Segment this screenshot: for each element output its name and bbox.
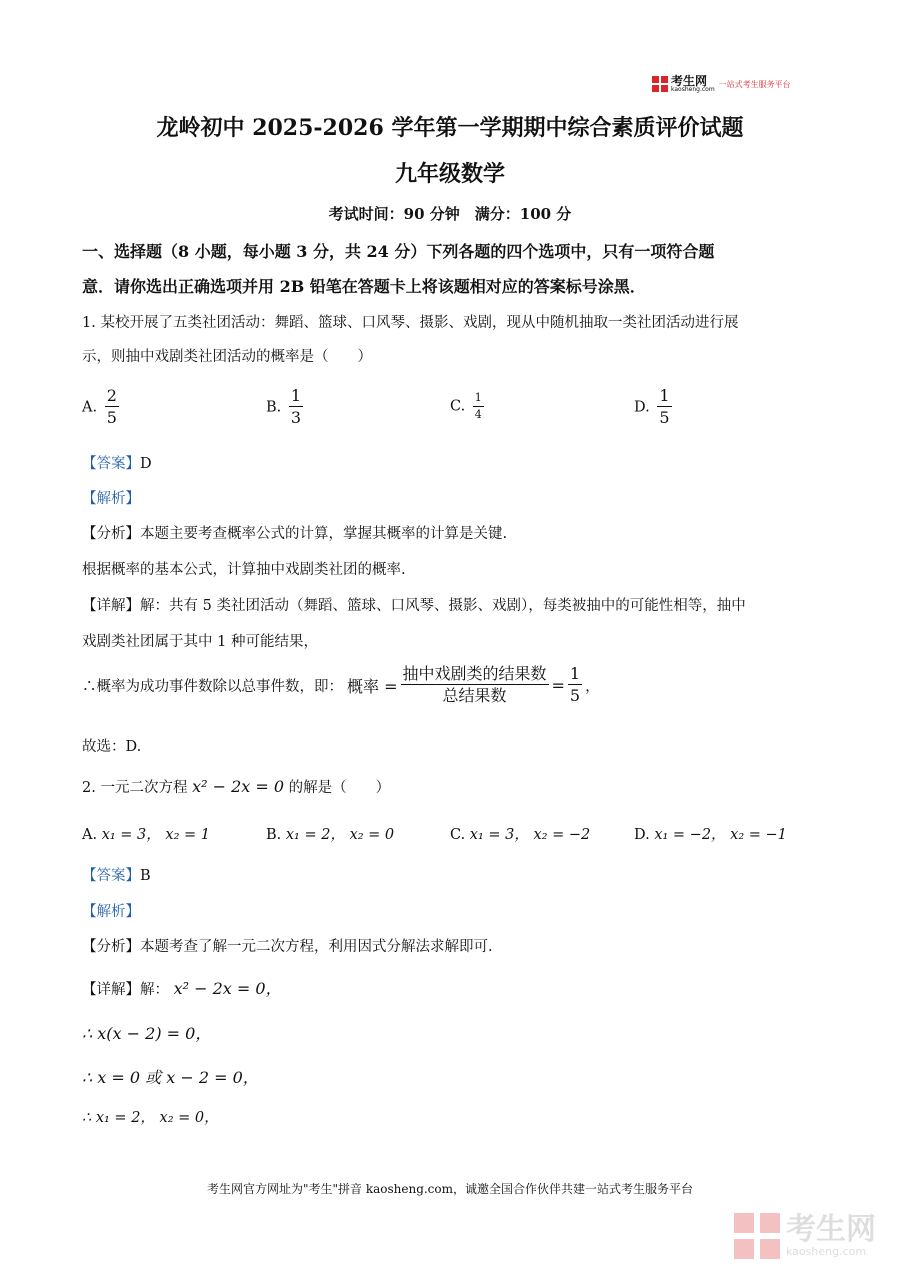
q2-step2: ∴ x = 0 或 x − 2 = 0， bbox=[82, 1068, 259, 1087]
q1-basis: 根据概率的基本公式，计算抽中戏剧类社团的概率. bbox=[82, 562, 406, 578]
q2-step1: ∴ x(x − 2) = 0， bbox=[82, 1024, 212, 1043]
logo-slogan: 一站式考生服务平台 bbox=[718, 79, 791, 89]
q2-option-a: A. x₁ = 3， x₂ = 1 bbox=[82, 827, 210, 843]
fraction: $\frac{1}{5}$ bbox=[659, 386, 670, 427]
q1-stem-line2: 示，则抽中戏剧类社团活动的概率是（ ） bbox=[82, 349, 372, 365]
result-fraction: $\frac{1}{5}$ bbox=[569, 664, 581, 705]
answer-tag: 【答案】 bbox=[82, 868, 140, 884]
q1-analysis-tag: 【解析】 bbox=[82, 491, 140, 507]
fraction: $\frac{1}{4}$ bbox=[474, 391, 482, 421]
q2-fenxi: 【分析】本题考查了解一元二次方程，利用因式分解法求解即可. bbox=[82, 939, 493, 955]
q2-option-b: B. x₁ = 2， x₂ = 0 bbox=[266, 827, 395, 843]
q1-choice: 故选：D. bbox=[82, 739, 142, 755]
q2-stem: 2. 一元二次方程 x² − 2x = 0 的解是（ ） bbox=[82, 777, 391, 796]
fraction: $\frac{2}{5}$ bbox=[106, 386, 117, 427]
section-instruction-line1: 一、选择题（8 小题，每小题 3 分，共 24 分）下列各题的四个选项中，只有一项符合题 bbox=[82, 242, 715, 261]
q1-detail-line2: 戏剧类社团属于其中 1 种可能结果， bbox=[82, 634, 318, 650]
logo-domain: kaosheng.com bbox=[671, 85, 715, 93]
watermark-domain: kaosheng.com bbox=[786, 1245, 867, 1258]
q1-fenxi: 【分析】本题主要考查概率公式的计算，掌握其概率的计算是关键. bbox=[82, 526, 508, 542]
q1-detail-line1: 【详解】解：共有 5 类社团活动（舞蹈、篮球、口风琴、摄影、戏剧），每类被抽中的可能性相等，抽中 bbox=[82, 598, 746, 614]
q1-formula: ∴概率为成功事件数除以总事件数，即： 概率 = $\frac{\text{抽中戏剧类的结果数}}{\text{总结果数}}$ = $\frac{1}{5}$ ， bbox=[82, 664, 600, 705]
logo-icon bbox=[652, 76, 668, 92]
q2-option-c: C. x₁ = 3， x₂ = −2 bbox=[450, 827, 591, 843]
watermark-logo-icon bbox=[734, 1213, 780, 1259]
q2-option-d: D. x₁ = −2， x₂ = −1 bbox=[634, 827, 787, 843]
q2-answer: 【答案】B bbox=[82, 868, 151, 884]
q1-option-b: B. $\frac{1}{3}$ bbox=[266, 386, 302, 427]
q1-option-c: C. $\frac{1}{4}$ bbox=[450, 391, 482, 421]
watermark bbox=[734, 1213, 876, 1259]
answer-tag: 【答案】 bbox=[82, 456, 140, 472]
logo-name: 考生网 kaosheng.com bbox=[671, 73, 715, 93]
q1-stem-line1: 1. 某校开展了五类社团活动：舞蹈、篮球、口风琴、摄影、戏剧，现从中随机抽取一类社团活动进行展 bbox=[82, 315, 739, 331]
q1-option-d: D. $\frac{1}{5}$ bbox=[634, 386, 670, 427]
exam-title: 龙岭初中 2025-2026 学年第一学期期中综合素质评价试题 bbox=[156, 115, 744, 141]
q1-answer: 【答案】D bbox=[82, 456, 152, 472]
q2-detail: 【详解】解： x² − 2x = 0， bbox=[82, 979, 282, 998]
fraction: $\frac{1}{3}$ bbox=[290, 386, 302, 427]
exam-subject: 九年级数学 bbox=[394, 161, 505, 187]
formula-fraction: $\frac{\text{抽中戏剧类的结果数}}{\text{总结果数}}$ bbox=[402, 664, 547, 705]
page-footer: 考生网官方网址为"考生"拼音 kaosheng.com，诚邀全国合作伙伴共建一站式考生服务平台 bbox=[206, 1182, 694, 1196]
exam-info: 考试时间：90 分钟 满分：100 分 bbox=[328, 205, 572, 223]
section-instruction-line2: 意．请你选出正确选项并用 2B 铅笔在答题卡上将该题相对应的答案标号涂黑． bbox=[82, 277, 646, 296]
q1-option-a: A. $\frac{2}{5}$ bbox=[82, 386, 117, 427]
q2-analysis-tag: 【解析】 bbox=[82, 904, 140, 920]
q2-step3: ∴ x₁ = 2， x₂ = 0， bbox=[82, 1110, 219, 1126]
header-logo bbox=[652, 74, 791, 94]
watermark-name: 考生网 bbox=[786, 1212, 876, 1247]
